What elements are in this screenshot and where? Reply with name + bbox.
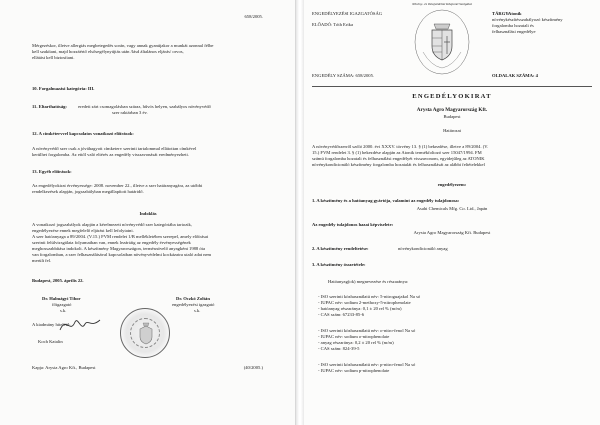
company-city: Budapest [443,114,461,119]
signer-left-sk: s.k. [60,308,67,313]
section-12-line-1: A növényvédő szer csak a jóváhagyott címketerv szerinti tartalommal ellátottan címkével [32,146,197,151]
composition-intro: Hatóanyag(ok) megnevezése és részaránya: [328,279,409,284]
section-1-title: 1. A készítmény és a hatóanyag gyártója, valamint az engedély tulajdonosa: [312,198,460,203]
department: ENGEDÉLYEZÉSI IGAZGATÓSÁG [312,11,383,16]
permit-number: ENGEDÉLY SZÁMA: 658/2005. [312,73,375,78]
right-page [304,0,600,425]
section-2-title: 2. A készítmény rendeltetése: [312,246,369,251]
company-name: Arysta Agro Magyarország Kft. [416,107,488,113]
recipient: Kapja: Arysta Agro Kft., Budapest [32,365,96,370]
indoklas-line-6: van forgalomban, a szer felhasználásával kapcsolatban növényvédelmi kockázatra utaló adat nem [32,252,212,257]
comp-a-line-3: - hatóanyag részaránya: 0,1 ± 20 rel % (m/m) [318,306,402,311]
stamp-crest-icon [121,309,171,359]
hungarian-crest-emblem [411,2,473,76]
granted-heading: engedélyezem: [437,182,467,187]
subject-line-2: forgalomba hozatali és [492,23,534,28]
decision-heading: Határozat [443,128,461,133]
coat-of-arms-icon [411,2,473,76]
comp-a-line-4: - CAS szám: 67233-85-6 [318,312,365,317]
indoklas-line-5: meghosszabbítása indokolt. A készítmény Magyarországon, termésnövelő anyagként 1988 óta [32,246,205,251]
left-page [0,0,296,425]
document-title: ENGEDÉLYOKIRAT [412,93,492,100]
comp-c-line-2: - IUPAC név: sodium p-nitrophenolate [318,368,390,373]
comp-c-line-1: - ISO szerinti közhasználatú név: p-nitro-fenol Na só [318,362,416,367]
signer-right-name: Dr. Oczkó Zoltán [176,296,210,301]
indoklas-line-7: merült fel. [32,258,52,263]
decree-line-2: 15.) FVM rendelet 3. § (1) bekezdése alapján az Atonik termékfoltozó szer 15047/1994. FM [312,150,482,155]
subject-value: Atonik [508,11,522,16]
section-11-title: 11. Eltarthatóság: [32,104,67,109]
true-copy-label: A kiadmány hiteléül: [32,322,71,327]
signer-left-name: Dr. Halmágyi Tibor [42,296,81,301]
indoklas-line-1: A vonatkozó jogszabályok alapján a kérelmezett növényvédő szer kategóriába tartozik, [32,222,192,227]
signer-left-role: főigazgató [52,302,72,307]
indoklas-line-4: szerinti felülvizsgálata folyamatban van, ennek lezártáig az engedély érvényességének [32,240,191,245]
clerk-name: Koch Katalin [38,339,63,344]
official-round-stamp [120,308,170,358]
section-13-title: 13. Egyéb előírások: [32,169,72,174]
subject-line-1: növénykészítésszabályozó készítmény [492,17,563,22]
handwritten-signature-icon [58,314,102,336]
crest-caption: Növény- és Talajvédelmi Központi Szolgálat [412,2,472,6]
footer-number: (40/2005.) [243,365,263,370]
subject-line-3: felhasználási engedélye [492,29,536,34]
section-13-line-1: Az engedélyokirat érvényessége: 2008. november 22., illetve a szer határanyagára, az utóbbi [32,183,203,188]
subject-label: TÁRGY: [492,11,510,16]
section-2-value: növénykondicionáló anyag [398,246,448,251]
pages-count: OLDALAK SZÁMA: 4 [492,73,538,78]
manufacturer: Asahi Chemicals Mfg. Co. Ltd., Japán [416,206,488,211]
signer-right-role: engedélyezési igazgató [172,302,215,307]
handler: ELŐADÓ: Tóth Erika [312,22,353,27]
place-date: Budapest, 2005. április 22. [32,278,84,283]
holder-value: Arysta Agro Magyarország Kft. Budapest [413,230,491,235]
intro-line-3: ellátást kell biztosítani. [32,55,75,60]
holder-title: Az engedély tulajdonos hazai képviselete: [312,222,394,227]
section-11-line-2: szer raktárban 3 év. [112,110,148,115]
comp-a-line-2: - IUPAC név: sodium 2-methoxy-5-nitrophenolate [318,300,411,305]
decree-line-4: növénykondicionáló készítmény forgalomba hozatalát és felhasználását az alábbi feltételekkel [312,162,485,167]
section-10: 10. Forgalmazási kategória: III. [32,86,95,91]
decree-line-3: számú forgalomba hozatali és felhasználási engedélyét visszavonom, egyidejűleg az ATONIK [312,156,485,161]
comp-a-line-1: - ISO szerinti közhasználatú név: 5-nitroguajakol Na só [318,294,421,299]
comp-b-line-4: - CAS szám: 824-39-5 [318,346,360,351]
comp-b-line-1: - ISO szerinti közhasználatú név: o-nitro-fenol Na só [318,328,416,333]
indoklas-line-2: engedélyezése ennek megfelelő eljárást kell lefolytatni. [32,228,134,233]
section-12-line-2: kerülhet forgalomba. Az ettől való eltérés az engedély visszavonását eredményezheti. [32,152,189,157]
section-13-line-2: rendelkezések alapján, jogszabályban megállapított határidő. [32,189,144,194]
indoklas-title: Indoklás [139,211,157,216]
comp-b-line-3: - anyag részaránya: 0,2 ± 20 rel % (m/m) [318,340,394,345]
indoklas-line-3: A szer hatóanyaga a 89/2004. (V.15.) FVM rendelet 1/B mellékletében szerepel, amely előírásai [32,234,209,239]
section-11-line-1: eredeti zárt csomagolásban száraz, hűvös helyen, szabályos növényvédő [78,104,211,109]
section-12-title: 12. A címkétervvel kapcsolatos vonatkozó előírások: [32,131,134,136]
header-divider [312,86,592,87]
doc-number: 658/2005. [244,14,263,19]
section-3-title: 3. A készítmény összetétele: [312,262,366,267]
decree-line-1: A növényvédőszerről szóló 2000. évi XXXV. törvény 13. § (1) bekezdése, illetve a 89/2004. (V. [312,144,489,149]
intro-line-1: Mérgezéskor, illetve allergiás megbetegedés során, vagy annak gyanújakor a munkát azonnal félbe [32,43,214,48]
book-gutter [296,0,304,425]
intro-line-2: kell szakítani, majd hozzáértő elsősegélynyújtás után /lásd általános eljárás/ orvos, [32,49,184,54]
comp-b-line-2: - IUPAC név: sodium o-nitrophenolate [318,334,390,339]
signer-right-sk: s.k. [194,308,201,313]
